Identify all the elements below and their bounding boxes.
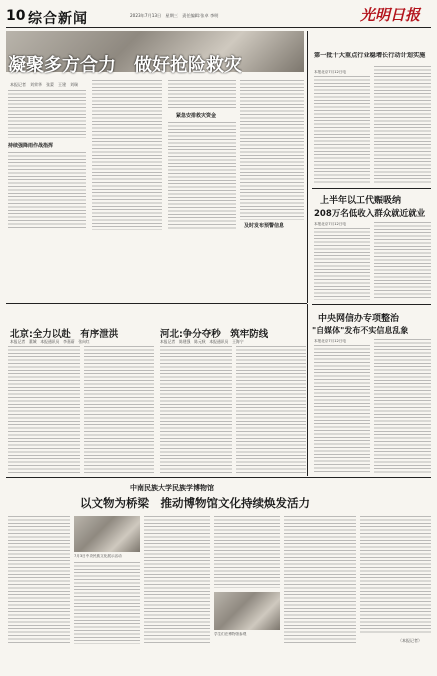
- story2-headline-2: 208万名低收入群众就近就业: [314, 209, 426, 219]
- bottom-text-1: [8, 516, 70, 644]
- story1-byline: 本报北京7月12日电: [314, 70, 347, 74]
- hebei-text-2: [236, 346, 306, 474]
- lead-text-col1b: [8, 152, 86, 230]
- vertical-rule: [307, 31, 308, 303]
- lead-subhead-2: 紧急安排救灾资金: [176, 113, 217, 119]
- bottom-text-3: [144, 516, 210, 644]
- page-number: 10: [6, 8, 26, 24]
- beijing-text-1: [8, 346, 80, 474]
- lead-subhead-3: 及时发布预警信息: [244, 223, 285, 229]
- story3-text-b: [374, 339, 431, 473]
- lead-text-col1: [8, 90, 86, 138]
- masthead-rule: [6, 27, 431, 28]
- beijing-text-2: [84, 346, 154, 474]
- hebei-headline: 河北:争分夺秒 筑牢防线: [160, 329, 269, 340]
- bottom-text-4: [214, 516, 280, 588]
- bottom-caption-1: 7月3日中央民族文化展示活动: [74, 554, 122, 558]
- lead-text-col3a: [168, 80, 236, 108]
- story2-text: [314, 228, 370, 300]
- bottom-photo-2: [214, 592, 280, 630]
- bottom-rule: [6, 477, 431, 478]
- right-rule-2: [312, 304, 431, 305]
- story1-text: [314, 76, 370, 184]
- mid-rule-top: [6, 303, 307, 304]
- bottom-headline: 以文物为桥梁 推动博物馆文化持续焕发活力: [80, 496, 310, 510]
- issue-meta: 2023年7月13日 星期三 责任编辑:张卓 李明: [130, 13, 219, 18]
- lead-text-col2: [92, 80, 162, 230]
- lead-subhead-1: 持续强降雨作战指挥: [8, 143, 54, 149]
- bottom-text-6: [360, 516, 431, 634]
- hebei-text-1: [160, 346, 232, 474]
- mid-vertical-rule: [307, 304, 308, 476]
- bottom-caption-2: 学生们在博物馆参观: [214, 632, 247, 636]
- story2-headline-1: 上半年以工代赈吸纳: [320, 196, 402, 206]
- bottom-photo-1: [74, 516, 140, 552]
- lead-text-col3b: [168, 122, 236, 230]
- bottom-sign: （本报记者）: [398, 638, 422, 643]
- story3-byline: 本报北京7月12日电: [314, 339, 347, 343]
- story3-headline-1: 中央网信办专项整治: [318, 314, 400, 324]
- story2-text-b: [374, 222, 431, 300]
- right-rule-1: [312, 188, 431, 189]
- beijing-byline: 本报记者 董城 本报通讯员 李嘉蔚 张向红: [10, 339, 90, 344]
- lead-byline: 本报记者 刘荣华 张蒙 王建 刘瑞: [10, 82, 78, 87]
- story3-text: [314, 345, 370, 473]
- bottom-text-5: [284, 516, 356, 644]
- hebei-byline: 本报记者 陈建强 陈元秋 本报通讯员 王海宁: [160, 339, 244, 344]
- paper-logo: 光明日报: [360, 6, 421, 24]
- bottom-text-2: [74, 562, 140, 644]
- lead-headline: 凝聚多方合力 做好抢险救灾: [8, 55, 242, 76]
- story1-text-b: [374, 66, 431, 184]
- story1-headline: 第一批十大重点行业稳增长行动计划实施: [314, 52, 426, 59]
- beijing-headline: 北京:全力以赴 有序泄洪: [10, 329, 119, 340]
- lead-text-col4a: [240, 80, 304, 220]
- bottom-kicker: 中南民族大学民族学博物馆: [130, 484, 214, 492]
- section-title: 综合新闻: [28, 11, 88, 27]
- story2-byline: 本报北京7月12日电: [314, 222, 347, 226]
- story3-headline-2: "自媒体"发布不实信息乱象: [312, 326, 409, 335]
